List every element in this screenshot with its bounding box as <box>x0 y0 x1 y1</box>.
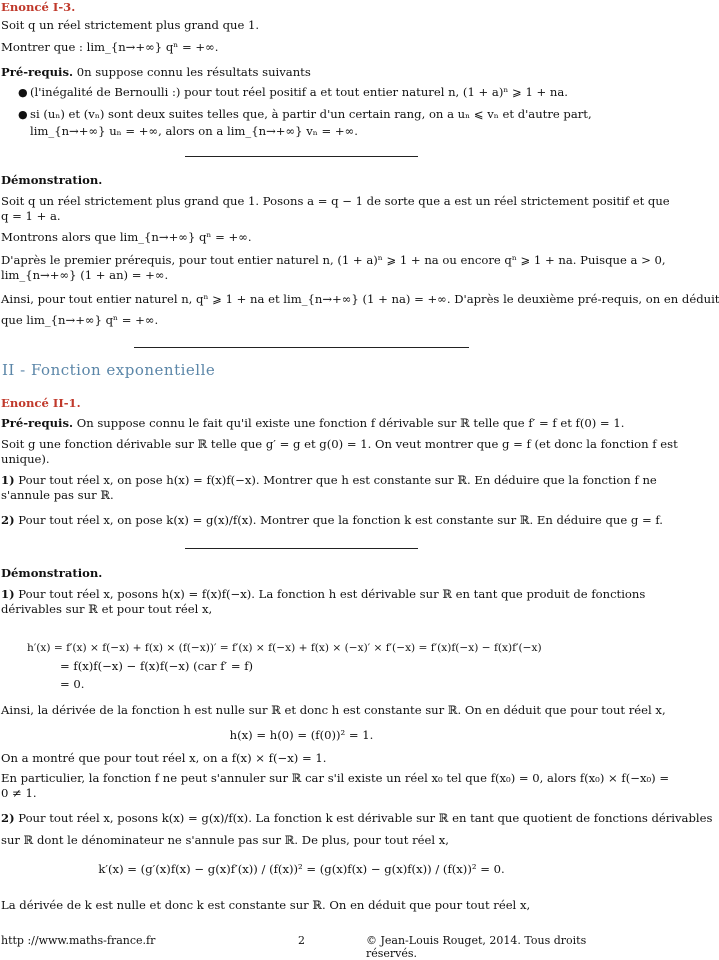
footer-copyright: © Jean-Louis Rouget, 2014. Tous droits réservés. <box>366 934 587 960</box>
prereq-item: lim_{n→+∞} uₙ = +∞, alors on a lim_{n→+∞} vₙ = +∞. <box>30 124 358 138</box>
demo-line: q = 1 + a. <box>1 209 61 223</box>
bullet-icon: ● <box>18 108 28 121</box>
enonce-title: Enoncé I-3. <box>1 0 76 14</box>
question-number: 2) <box>1 811 15 825</box>
demo-line: Ainsi, la dérivée de la fonction h est nulle sur ℝ et donc h est constante sur ℝ. On en déduit que pour tout réel x, <box>1 703 666 717</box>
prereq-text: On suppose connu le fait qu'il existe une fonction f dérivable sur ℝ telle que f′ = f et f(0) = 1. <box>76 416 625 430</box>
question-text: Pour tout réel x, on pose k(x) = g(x)/f(x). Montrer que la fonction k est constante sur ℝ. En déduire que g = f. <box>18 513 663 527</box>
separator-rule <box>185 548 418 549</box>
separator-rule <box>185 156 418 157</box>
question-text: Pour tout réel x, on pose h(x) = f(x)f(−x). Montrer que h est constante sur ℝ. En déduire que la fonction f ne <box>18 473 657 487</box>
statement-line: unique). <box>1 452 50 466</box>
bullet-icon: ● <box>18 86 28 99</box>
separator-rule <box>134 347 469 348</box>
demo-line: Ainsi, pour tout entier naturel n, qⁿ ⩾ 1 + na et lim_{n→+∞} (1 + na) = +∞. D'après le deuxième pré-requis, on en déduit <box>1 292 719 306</box>
demo-line: Montrons alors que lim_{n→+∞} qⁿ = +∞. <box>1 230 252 244</box>
demo-line: On a montré que pour tout réel x, on a f(x) × f(−x) = 1. <box>1 751 327 765</box>
statement-line: Montrer que : lim_{n→+∞} qⁿ = +∞. <box>1 40 219 54</box>
prereq-paragraph <box>1 416 625 431</box>
page-number: 2 <box>298 934 305 947</box>
equation-line: h(x) = h(0) = (f(0))² = 1. <box>229 728 374 742</box>
demo-line: La dérivée de k est nulle et donc k est constante sur ℝ. On en déduit que pour tout réel x, <box>1 898 531 912</box>
prereq-label: Pré-requis. <box>1 416 74 430</box>
question-number: 1) <box>1 473 15 487</box>
footer-url[interactable]: http ://www.maths-france.fr <box>1 934 156 947</box>
equation-line: h′(x) = f′(x) × f(−x) + f(x) × (f(−x))′ = f′(x) × f(−x) + f(x) × (−x)′ × f′(−x) = f′(x)f(−x) − f(x)f′(−x) <box>27 642 542 654</box>
demo-line: D'après le premier prérequis, pour tout entier naturel n, (1 + a)ⁿ ⩾ 1 + na ou encore qⁿ ⩾ 1 + na. Puisque a > 0, <box>1 253 666 267</box>
question-line: s'annule pas sur ℝ. <box>1 488 114 502</box>
prereq-text: 0n suppose connu les résultats suivants <box>76 65 311 79</box>
demo-line: sur ℝ dont le dénominateur ne s'annule pas sur ℝ. De plus, pour tout réel x, <box>1 833 449 847</box>
demo-paragraph <box>1 811 713 826</box>
demo-text: Pour tout réel x, posons h(x) = f(x)f(−x). La fonction h est dérivable sur ℝ en tant que produit de fonctions <box>18 587 646 601</box>
demo-paragraph <box>1 587 646 602</box>
demo-text: Pour tout réel x, posons k(x) = g(x)/f(x). La fonction k est dérivable sur ℝ en tant que quotient de fonctions dérivables <box>18 811 713 825</box>
demo-line: lim_{n→+∞} (1 + an) = +∞. <box>1 268 169 282</box>
demo-title: Démonstration. <box>1 173 103 187</box>
equation-line: = f(x)f(−x) − f(x)f(−x) (car f′ = f) <box>60 659 254 673</box>
prereq-item: (l'inégalité de Bernoulli :) pour tout réel positif a et tout entier naturel n, (1 + a)ⁿ ⩾ 1 + na. <box>30 85 568 99</box>
question-number: 1) <box>1 587 15 601</box>
demo-line: 0 ≠ 1. <box>1 786 37 800</box>
demo-line: Soit q un réel strictement plus grand que 1. Posons a = q − 1 de sorte que a est un réel strictement positif et que <box>1 194 670 208</box>
equation-line: = 0. <box>60 677 85 691</box>
prereq-paragraph <box>1 65 601 80</box>
demo-line: que lim_{n→+∞} qⁿ = +∞. <box>1 313 159 327</box>
enonce-title: Enoncé II-1. <box>1 396 81 410</box>
statement-line: Soit q un réel strictement plus grand que 1. <box>1 18 260 32</box>
demo-line: En particulier, la fonction f ne peut s'annuler sur ℝ car s'il existe un réel x₀ tel que f(x₀) = 0, alors f(x₀) × f(−x₀) = <box>1 771 670 785</box>
section-heading: II - Fonction exponentielle <box>2 361 216 379</box>
prereq-item: si (uₙ) et (vₙ) sont deux suites telles que, à partir d'un certain rang, on a uₙ ⩽ vₙ et d'autre part, <box>30 107 592 121</box>
prereq-label: Pré-requis. <box>1 65 74 79</box>
question-1 <box>1 473 657 488</box>
question-number: 2) <box>1 513 15 527</box>
demo-title: Démonstration. <box>1 566 103 580</box>
equation-line: k′(x) = (g′(x)f(x) − g(x)f′(x)) / (f(x))² = (g(x)f(x) − g(x)f(x)) / (f(x))² = 0. <box>98 862 505 876</box>
demo-line: dérivables sur ℝ et pour tout réel x, <box>1 602 213 616</box>
statement-line: Soit g une fonction dérivable sur ℝ telle que g′ = g et g(0) = 1. On veut montrer que g = f (et donc la fonction f est <box>1 437 678 451</box>
question-2 <box>1 513 663 528</box>
